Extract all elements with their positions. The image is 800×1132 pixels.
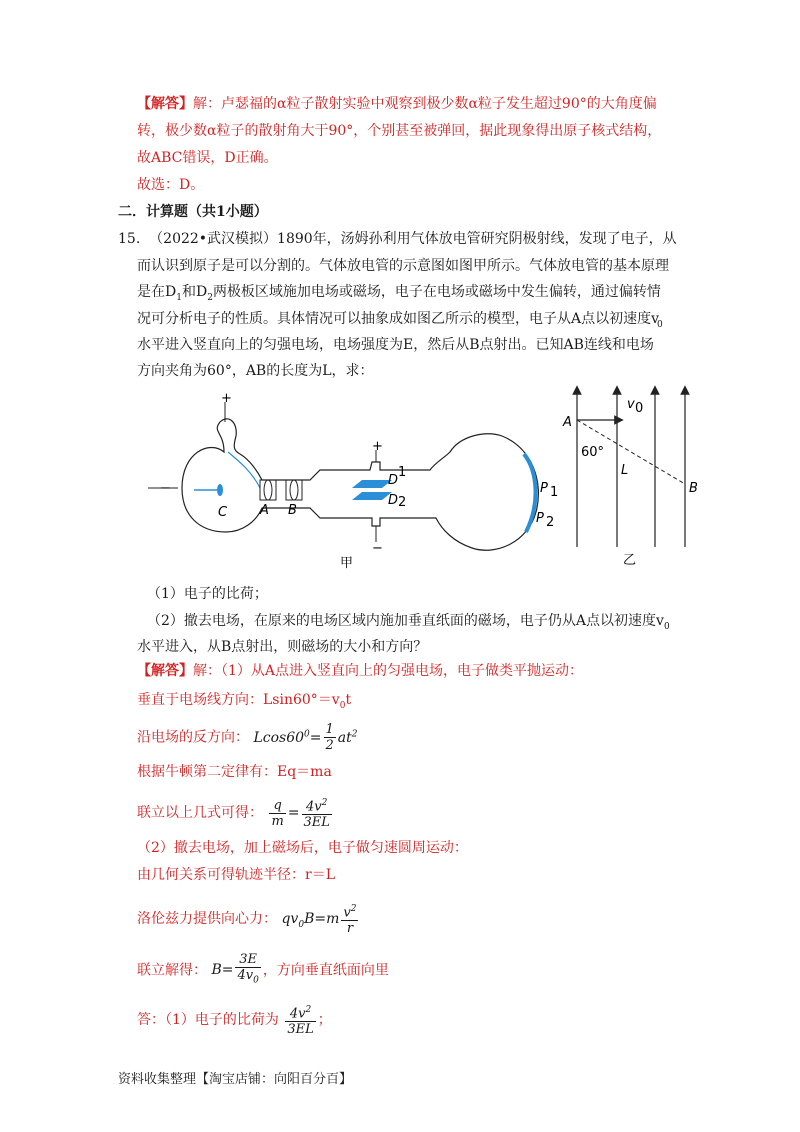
solution-text9b: ，方向垂直纸面向里 [262, 962, 389, 979]
label-a: A [260, 503, 269, 518]
eq-cos-deg: 0 [304, 728, 310, 739]
question-2a [147, 611, 670, 637]
eq-3el: 3EL [303, 815, 330, 831]
prev-answer-text1: 解：卢瑟福的α粒子散射实验中观察到极少数α粒子发生超过90°的大角度偏 [193, 96, 657, 112]
eq-4v0: 4v [237, 968, 254, 983]
problem-text3b: 和D [181, 284, 208, 300]
eq-half-num: 1 [325, 722, 334, 737]
yi-label-l: L [621, 463, 629, 478]
cathode-c [217, 484, 223, 496]
solution-text2: 垂直于电场线方向：Lsin60°＝v [137, 692, 340, 708]
eq-4v: 4v [306, 799, 322, 815]
label-p2-sub: 2 [546, 515, 555, 530]
fluorescent-screen [524, 454, 536, 532]
eq-qv: qv [281, 911, 299, 928]
eq-at-sq: 2 [351, 728, 358, 739]
eq-r: r [346, 921, 354, 937]
footer-text: 资料收集整理【淘宝店铺：向阳百分百】 [118, 1072, 353, 1087]
sub-v0-a: 0 [657, 320, 663, 330]
label-c: C [218, 505, 228, 520]
eq-half-den: 2 [325, 738, 334, 753]
eq-ratio-eq: = [287, 805, 300, 822]
prev-answer-line2: 转，极少数α粒子的散射角大于90°，个别甚至被弹回，据此现象得出原子核式结构， [137, 123, 662, 139]
prev-answer-choice: 故选：D。 [137, 177, 205, 193]
eq-m: m [271, 813, 284, 829]
solution-line1 [137, 661, 583, 681]
solution-text10: 答：（1）电子的比荷为 [137, 1012, 279, 1029]
solution-line6: （2）撤去电场，加上磁场后，电子做匀速圆周运动： [137, 840, 468, 856]
yi-label-v: v [627, 397, 635, 412]
problem-number: 15. [118, 231, 141, 247]
solution-tag: 【解答】 [137, 663, 193, 679]
minus-left: − [160, 481, 171, 496]
yi-label-angle: 60° [581, 445, 605, 460]
solution-text8: 洛伦兹力提供向心力： [137, 911, 277, 928]
solution-line4: 根据牛顿第二定律有：Eq＝ma [137, 764, 332, 780]
eq-cos-text: Lcos60 [253, 729, 305, 746]
figure-jia-caption: 甲 [340, 556, 354, 571]
solution-line8 [137, 902, 360, 936]
sub-v0-b: 0 [663, 621, 670, 632]
problem-line2: 而认识到原子是可以分割的。气体放电管的示意图如图甲所示。气体放电管的基本原理 [137, 258, 669, 274]
problem-text5: 水平进入竖直向上的匀强电场，电场强度为E，然后从B点射出。已知AB连线和电场 [137, 337, 654, 353]
solution-text1: 解：（1）从A点进入竖直向上的匀强电场，电子做类平抛运动： [193, 663, 584, 679]
label-p2: P [536, 511, 544, 526]
section-title: 二．计算题（共1小题） [118, 204, 268, 220]
eq-lorentz-m: m [326, 911, 340, 928]
solution-text5: 联立以上几式可得： [137, 805, 263, 822]
eq-ans-3el: 3EL [287, 1022, 314, 1038]
plus-top: + [221, 392, 232, 406]
solution-line7: 由几何关系可得轨迹半径：r＝L [137, 867, 335, 883]
solution-line2 [137, 690, 351, 716]
eq-ans-4v: 4v [289, 1006, 306, 1022]
plate-d1 [352, 480, 392, 488]
prev-answer-line3: 故ABC错误，D正确。 [137, 150, 278, 166]
problem-text1: （2022•武汉模拟）1890年，汤姆孙利用气体放电管研究阴极射线，发现了电子，从 [149, 231, 677, 247]
eq-3e: 3E [235, 952, 260, 968]
sub-d1: 1 [176, 292, 182, 303]
solution-line9 [137, 952, 389, 989]
figure-yi-caption: 乙 [623, 553, 637, 568]
label-d1-sub: 1 [398, 465, 407, 480]
sub-d2: 2 [207, 292, 213, 303]
problem-line3 [137, 282, 661, 308]
sub-v0-c: 0 [339, 700, 346, 711]
question-1: （1）电子的比荷； [147, 586, 268, 602]
discharge-tube-figure [140, 392, 560, 582]
solution-text9: 联立解得： [137, 962, 207, 979]
yi-label-v0-sub: 0 [635, 401, 644, 416]
label-p1-sub: 1 [550, 485, 559, 500]
question-2b: 水平进入，从B点射出，则磁场的大小和方向？ [137, 639, 428, 655]
problem-line4: 况可分析电子的性质。具体情况可以抽象成如图乙所示的模型，电子从A点以初速度v [137, 311, 660, 327]
solution-text10b: ； [317, 1012, 332, 1029]
label-d2: D [388, 493, 399, 508]
eq-lorentz-eq: = [314, 911, 327, 928]
label-b: B [288, 503, 297, 518]
eq-b: B [304, 911, 315, 928]
eq-ratio [267, 797, 333, 831]
yi-label-b: B [689, 481, 698, 496]
eq-cos-eq: = [309, 729, 322, 746]
eq-b-result [211, 952, 262, 986]
solution-text3: 沿电场的反方向： [137, 729, 249, 746]
solution-line5 [137, 796, 334, 830]
solution-text2-t: t [345, 692, 352, 708]
eq-answer-ratio [283, 1005, 317, 1038]
eq-b-result-b: B [211, 962, 222, 979]
eq-v0sq-sq: 2 [350, 904, 357, 914]
plus-plate: + [372, 439, 383, 454]
question-2a-text: （2）撤去电场，在原来的电场区域内施加垂直纸面的磁场，电子仍从A点以初速度v [147, 613, 664, 629]
prev-answer-tag: 【解答】 [137, 96, 193, 112]
eq-cos [253, 722, 358, 753]
problem-line5 [137, 320, 663, 355]
solution-line10 [137, 1003, 332, 1037]
eq-4v0-sub: 0 [253, 975, 259, 986]
problem-line6: 方向夹角为60°，AB的长度为L，求： [137, 363, 374, 379]
eq-lorentz: $qv_0B=m$ $\frac{v^2}{r}$ [281, 904, 357, 937]
solution-line3 [137, 722, 358, 753]
problem-line1 [118, 229, 677, 249]
eq-qv-sub: 0 [298, 919, 305, 930]
field-model-figure [555, 382, 725, 572]
prev-answer-line1 [137, 94, 657, 114]
yi-label-a: A [563, 415, 572, 430]
eq-ans-sq: 2 [305, 1005, 312, 1015]
problem-text3a: 是在D [137, 284, 177, 300]
eq-at: at [337, 729, 352, 746]
eq-4v-sq: 2 [321, 798, 328, 808]
eq-q: q [269, 798, 285, 814]
minus-plate: − [372, 541, 383, 556]
label-d2-sub: 2 [398, 495, 407, 510]
label-p1: P [540, 481, 548, 496]
plate-d2 [352, 492, 392, 500]
eq-b-result-eq: = [221, 962, 234, 979]
problem-text3c: 两极板区域施加电场或磁场，电子在电场或磁场中发生偏转，通过偏转情 [212, 284, 661, 300]
label-d1: D [388, 473, 399, 488]
